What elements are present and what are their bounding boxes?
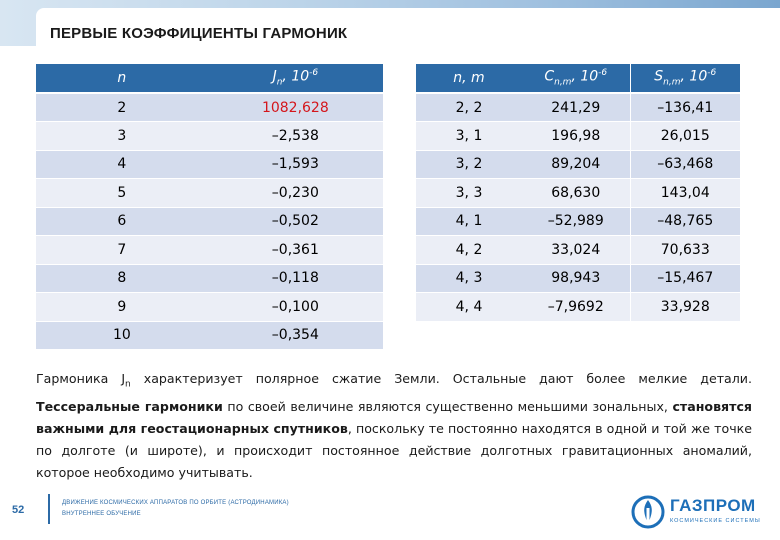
cell-nm: 4, 4: [416, 293, 522, 322]
cell-nm: 3, 3: [416, 179, 522, 208]
cell-s: 70,633: [630, 236, 740, 265]
cell-c: –7,9692: [522, 293, 630, 322]
table-header-row: [416, 64, 740, 93]
cell-j: –0,230: [208, 179, 384, 208]
cell-s: –136,41: [630, 93, 740, 122]
cell-s: –15,467: [630, 264, 740, 293]
cell-n: 8: [36, 264, 208, 293]
cell-s: 33,928: [630, 293, 740, 322]
cell-c: –52,989: [522, 207, 630, 236]
cell-n: 5: [36, 179, 208, 208]
table-row: [416, 150, 740, 179]
cell-n: 9: [36, 293, 208, 322]
tesseral-harmonics-table: [416, 64, 740, 322]
zonal-harmonics-table: [36, 64, 384, 350]
table-row: [416, 122, 740, 151]
table-row: [416, 207, 740, 236]
table-row: [416, 93, 740, 122]
cell-j: –1,593: [208, 150, 384, 179]
cell-n: 10: [36, 321, 208, 350]
cell-j: –0,354: [208, 321, 384, 350]
cell-c: 98,943: [522, 264, 630, 293]
table-row: [36, 207, 384, 236]
header-c: $C_{n,m}$, $10^{-6}$: [522, 64, 630, 93]
cell-n: 2: [36, 93, 208, 122]
cell-n: 4: [36, 150, 208, 179]
cell-c: 68,630: [522, 179, 630, 208]
cell-c: 241,29: [522, 93, 630, 122]
footer-line-1: ДВИЖЕНИЕ КОСМИЧЕСКИХ АППАРАТОВ ПО ОРБИТЕ (АСТРОДИНАМИКА): [62, 500, 289, 506]
cell-j: –2,538: [208, 122, 384, 151]
cell-j: –0,361: [208, 236, 384, 265]
table-row: [36, 264, 384, 293]
gazprom-flame-icon: [630, 494, 666, 530]
cell-n: 7: [36, 236, 208, 265]
cell-j: 1082,628: [208, 93, 384, 122]
cell-s: 26,015: [630, 122, 740, 151]
table-row: [36, 179, 384, 208]
header-nm: n, m: [416, 64, 522, 93]
cell-s: –63,468: [630, 150, 740, 179]
bold-tesseral: Тессеральные гармоники: [36, 398, 223, 414]
cell-nm: 4, 1: [416, 207, 522, 236]
cell-n: 3: [36, 122, 208, 151]
cell-j: –0,502: [208, 207, 384, 236]
table-row: [36, 293, 384, 322]
footer-caption: [62, 498, 289, 520]
slide-title-text: ПЕРВЫЕ КОЭФФИЦИЕНТЫ ГАРМОНИК: [50, 25, 348, 42]
table-row: [416, 293, 740, 322]
footer-divider: [48, 494, 50, 524]
cell-c: 196,98: [522, 122, 630, 151]
table-row: [36, 321, 384, 350]
footer-line-2: ВНУТРЕННЕЕ ОБУЧЕНИЕ: [62, 511, 141, 517]
cell-nm: 3, 2: [416, 150, 522, 179]
cell-nm: 2, 2: [416, 93, 522, 122]
cell-j: –0,118: [208, 264, 384, 293]
logo-wordmark: ГАЗПРОМ: [670, 496, 756, 515]
table-row: [416, 236, 740, 265]
logo-subtitle: КОСМИЧЕСКИЕ СИСТЕМЫ: [670, 518, 761, 524]
header-j: $J_n$, $10^{-6}$: [208, 64, 384, 93]
table-row: [416, 179, 740, 208]
cell-j: –0,100: [208, 293, 384, 322]
cell-c: 89,204: [522, 150, 630, 179]
table-row: [36, 236, 384, 265]
table-row: [36, 150, 384, 179]
cell-nm: 4, 2: [416, 236, 522, 265]
bold-geostationary: становятся важными для геостационарных спутников: [36, 398, 752, 436]
header-s: $S_{n,m}$, $10^{-6}$: [630, 64, 740, 93]
cell-s: –48,765: [630, 207, 740, 236]
header-n: n: [36, 64, 208, 93]
table-header-row: [36, 64, 384, 93]
cell-s: 143,04: [630, 179, 740, 208]
page-number: 52: [12, 504, 25, 516]
table-row: [416, 264, 740, 293]
cell-nm: 3, 1: [416, 122, 522, 151]
table-row: [36, 93, 384, 122]
description-paragraph: Гармоника $J_n$ характеризует полярное сжатие Земли. Остальные дают более мелкие детали. Тессеральные гармоники по своей величине являются существенно меньшими зональных, становятся важными для геостационарных спутников, поскольку те постоянно находятся в одной и той же точке по долготе (и широте), и происходит постоянное действие долготных гравитационных аномалий, которое необходимо учитывать.: [36, 371, 752, 480]
cell-nm: 4, 3: [416, 264, 522, 293]
cell-n: 6: [36, 207, 208, 236]
gazprom-logo: [630, 494, 770, 530]
cell-c: 33,024: [522, 236, 630, 265]
slide-title: [36, 8, 780, 48]
table-row: [36, 122, 384, 151]
